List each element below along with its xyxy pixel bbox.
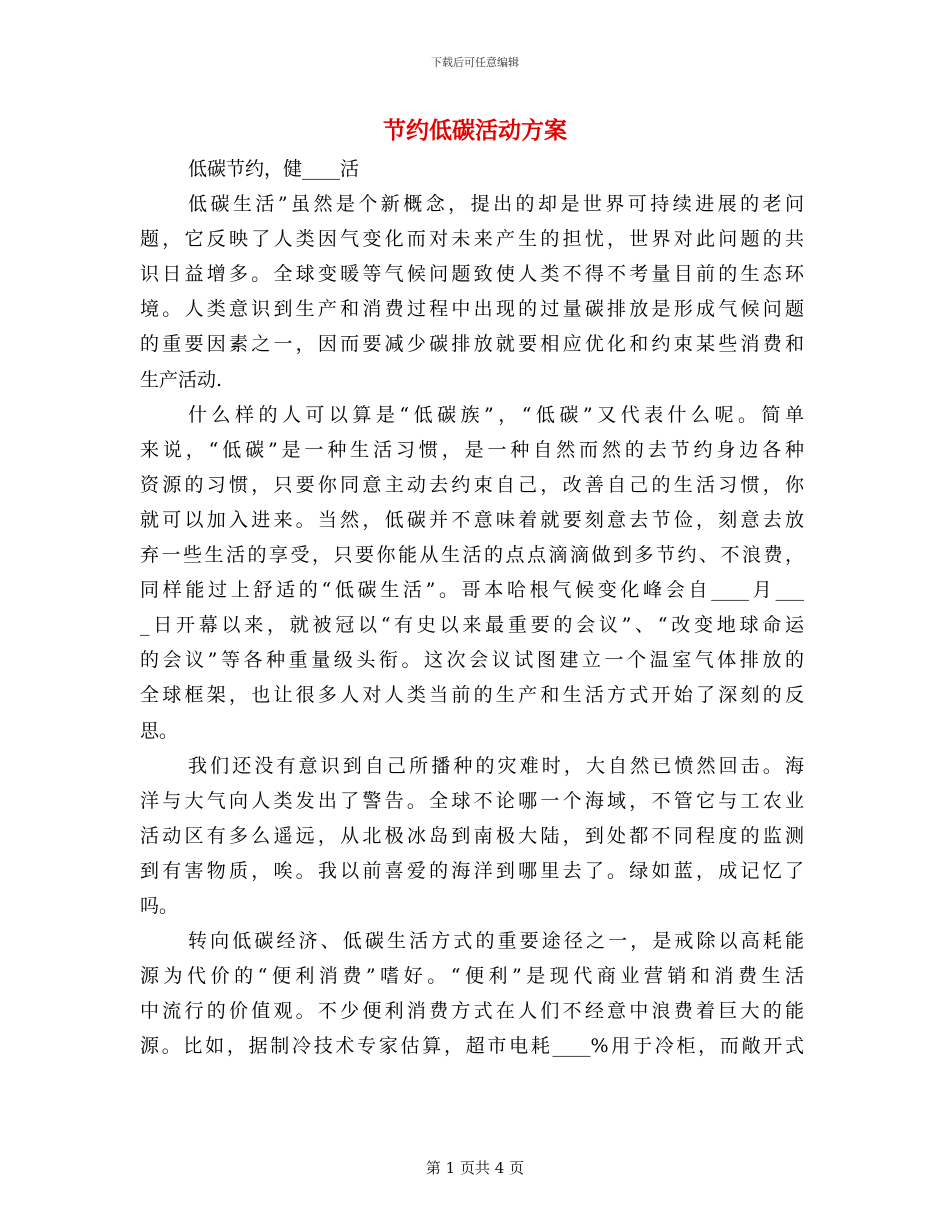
text-line: 到有害物质，唉。我以前喜爱的海洋到哪里去了。绿如蓝，成记忆了 bbox=[140, 859, 804, 882]
document-title: 节约低碳活动方案 bbox=[383, 118, 567, 144]
text-line: 全球框架，也让很多人对人类当前的生产和生活方式开始了深刻的反 bbox=[140, 684, 804, 707]
page-footer: 第 1 页共 4 页 bbox=[425, 1159, 525, 1177]
text-line: 生产活动. bbox=[140, 368, 223, 391]
text-line: 弃一些生活的享受，只要你能从生活的点点滴滴做到多节约、不浪费， bbox=[140, 544, 804, 567]
text-line: 源。比如，据制冷技术专家估算，超市电耗____%用于冷柜，而敞开式 bbox=[140, 1035, 804, 1058]
text-line: 中流行的价值观。不少便利消费方式在人们不经意中浪费着巨大的能 bbox=[140, 1000, 804, 1023]
text-line: 的重要因素之一，因而要减少碳排放就要相应优化和约束某些消费和 bbox=[140, 333, 804, 356]
text-line: 同样能过上舒适的“低碳生活”。哥本哈根气候变化峰会自____月___ bbox=[140, 579, 804, 602]
text-line: 转向低碳经济、低碳生活方式的重要途径之一，是戒除以高耗能 bbox=[188, 930, 804, 953]
text-line: 什么样的人可以算是“低碳族”，“低碳”又代表什么呢。简单 bbox=[188, 403, 804, 426]
text-line: 洋与大气向人类发出了警告。全球不论哪一个海域，不管它与工农业 bbox=[140, 789, 804, 812]
text-line: 吗。 bbox=[140, 894, 179, 917]
text-line: 境。人类意识到生产和消费过程中出现的过量碳排放是形成气候问题 bbox=[140, 298, 804, 321]
text-line: 源为代价的“便利消费”嗜好。“便利”是现代商业营销和消费生活 bbox=[140, 965, 804, 988]
text-line: 就可以加入进来。当然，低碳并不意味着就要刻意去节俭，刻意去放 bbox=[140, 508, 804, 531]
text-line: _日开幕以来，就被冠以“有史以来最重要的会议”、“改变地球命运 bbox=[140, 614, 804, 637]
document-body bbox=[140, 152, 804, 1064]
header-note: 下载后可任意编辑 bbox=[431, 56, 519, 69]
text-line: 低碳节约，健____活 bbox=[188, 158, 360, 180]
text-line: 的会议”等各种重量级头衔。这次会议试图建立一个温室气体排放的 bbox=[140, 649, 804, 672]
text-line: 资源的习惯，只要你同意主动去约束自己，改善自己的生活习惯，你 bbox=[140, 473, 804, 496]
text-line: 思。 bbox=[140, 719, 179, 742]
text-line: 活动区有多么遥远，从北极冰岛到南极大陆，到处都不同程度的监测 bbox=[140, 824, 804, 847]
text-line: 来说，“低碳”是一种生活习惯，是一种自然而然的去节约身边各种 bbox=[140, 438, 804, 461]
text-line: 我们还没有意识到自己所播种的灾难时，大自然已愤然回击。海 bbox=[188, 754, 804, 777]
text-line: 识日益增多。全球变暖等气候问题致使人类不得不考量目前的生态环 bbox=[140, 263, 804, 286]
text-line: 题，它反映了人类因气变化而对未来产生的担忧，世界对此问题的共 bbox=[140, 228, 804, 251]
text-line: 低碳生活”虽然是个新概念，提出的却是世界可持续进展的老问 bbox=[188, 193, 804, 216]
